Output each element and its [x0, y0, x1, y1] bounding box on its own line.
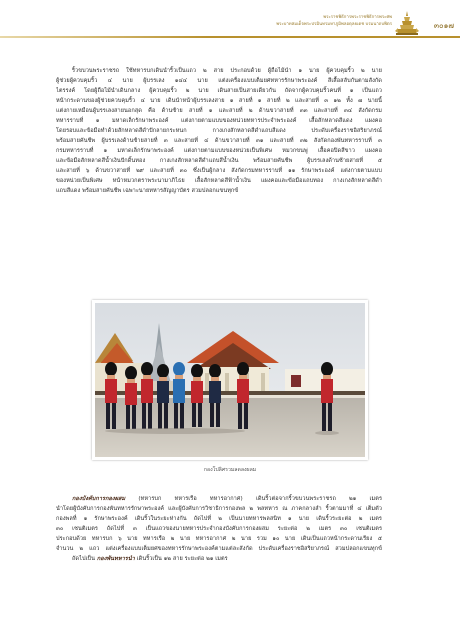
royal-emblem-icon: [394, 10, 420, 38]
paragraph-procession: [56, 66, 382, 196]
text-span: (ทหารบก ทหารเรือ ทหารอากาศ) เดินริ้วต่อจากริ้วขบวนพระราชรถ ๒๑ เมตร: [138, 496, 382, 502]
text-line: แต่งกายเหมือนผู้บรรเลงสายนอกสุด คือ ด้านซ้าย สายที่ ๑ และสายที่ ๒ ด้านขวาสายที่ ๓๓ และสายที่ ๓๔ สังกัดกรม: [56, 108, 382, 114]
text-line: ทหารราบที่ ๑ มหาดเล็กรักษาพระองค์ แต่งกายตามแบบของหน่วยทหารประจำพระองค์ เสื้อสักหลาดสีแดง แผงคอ: [56, 118, 382, 124]
text-line: กรมทหารราบที่ ๑ มหาดเล็กรักษาพระองค์ แต่งกายตามแบบของหน่วยเป็นพิเศษ หมวกขนพู่ เสื้อคอปิดสีขาว แผงคอ: [56, 148, 382, 154]
header-rule: [0, 36, 460, 38]
text-line: ไตรรงค์ โดยผู้ถือไม้นำเดินกลาง ผู้ควบคุมริ้ว ๒ นาย เดินสายเป็นสายเดียวกัน ถัดจากผู้ควบคุมริ้วคนที่ ๑ เป็นแถว: [56, 88, 382, 94]
text-line: ของหน่วยเป็นพิเศษ หน้าหมวกตราพระนามาภิไธย เสื้อสักหลาดสีฟ้าน้ำเงิน แผงคอและข้อมือแถบทอง กางเกงสักหลาดสีดำ: [56, 178, 382, 184]
text-line: กองพลที่ ๑ รักษาพระองค์ เดินริ้วในระยะห่างกัน ถัดไปที่ ๒ เป็นนายทหารพลสนิท ๑ นาย เดินริ้วระยะต่อ ๒ เมตร: [56, 516, 382, 522]
text-line: และข้อมือสักหลาดสีน้ำเงินปักดิ้นทอง กางเกงสักหลาดสีดำแถบสีน้ำเงิน พร้อมสายคันชีพ ผู้บรรเลงด้านซ้ายสายที่ ๕: [56, 158, 382, 164]
text-span: ถัดไปเป็น: [72, 556, 96, 562]
text-span: เดินริ้วเป็น ๑๒ สาย ระยะต่อ ๒๑ เมตร: [136, 556, 228, 562]
page-number: ๓๐๑๗: [433, 21, 454, 30]
header-title-line-2: พระบาทสมเด็จพระปรมินทรมหาภูมิพลอดุลยเดช บรมนาถบพิตร: [276, 22, 392, 27]
keyword-lead-battalion: กองพันทหารนำ: [96, 556, 135, 562]
paragraph-command-unit: [56, 494, 382, 564]
text-line: พร้อมสายคันชีพ ผู้บรรเลงด้านซ้ายสายที่ ๓ และสายที่ ๔ ด้านขวาสายที่ ๓๑ และสายที่ ๓๒ สังกัดกองพันทหารราบที่ ๓: [56, 138, 382, 144]
text-line: จำนวน ๒ แถว แต่งเครื่องแบบเต็มยศของทหารรักษาพระองค์ตามแต่ละสังกัด ประดับเครื่องราชอิสริยาภรณ์ สวมปลอกแขนทุกข์: [56, 546, 382, 552]
text-line: ๓๐ เซนติเมตร ถัดไปที่ ๓ เป็นแถวของนายทหารประจำกองบังคับการกองผสม ระยะต่อ ๒ เมตร ๓๐ เซนติเมตร: [56, 526, 382, 532]
text-line: [56, 494, 382, 504]
text-line: ประกอบด้วย ทหารบก ๖ นาย ทหารเรือ ๒ นาย ทหารอากาศ ๒ นาย รวม ๑๐ นาย เดินเป็นแถวหน้ากระดานเรียง ๕: [56, 536, 382, 542]
text-line: แถบสีแดง พร้อมสายคันชีพ เฉพาะนายทหารสัญญาบัตร สวมปลอกแขนทุกข์: [56, 188, 239, 194]
text-line: หน้ากระดานของผู้ช่วยควบคุมริ้ว ๔ นาย เดินนำหน้าผู้บรรเลงสาย ๑ สายที่ ๑ สายที่ ๒ และสายที่ ๓ ๑๒ ทั้ง ๗ นายนี้: [56, 98, 382, 104]
text-line: และสายที่ ๖ ด้านขวาสายที่ ๒๙ และสายที่ ๓๐ ซึ่งเป็นผู้กลาง สังกัดกรมทหารราบที่ ๑๑ รักษาพระองค์ แต่งกายตามแบบ: [56, 168, 382, 174]
text-line: ผู้ช่วยผู้ควบคุมริ้ว ๔ นาย ผู้บรรเลง ๑๔๔ นาย แต่งเครื่องแบบเต็มยศทหารรักษาพระองค์ สีเสื้อสลับกันตามสังกัด: [56, 78, 382, 84]
header-title: [276, 14, 392, 28]
text-line: นำโดยผู้บังคับการกองพันทหารรักษาพระองค์ และผู้บังคับการวิชาธิการกองพล ๒ พลทหาร ณ ภาคกลางลำ ริ้วตามมาที่ ๔ เต็มตัว: [56, 506, 382, 512]
text-line: ริ้วขบวนพระราชรถ ใช้ทหารบกเดินนำริ้วเป็นแถว ๒ สาย ประกอบด้วย ผู้ถือไม้นำ ๑ นาย ผู้ควบคุมริ้ว ๒ นาย: [72, 68, 382, 74]
ceremony-photo-image: [95, 303, 365, 457]
keyword-command-unit: กองบังคับการกองผสม: [72, 496, 126, 502]
text-line: [56, 554, 382, 564]
photo-caption: กองโปลิศรวมลดลงผลม: [203, 467, 257, 473]
header-title-line-1: พระราชพิธีการพระราชพิธีการพระศพ: [323, 15, 392, 20]
ceremony-photo: [92, 300, 368, 460]
page-header: [0, 12, 460, 38]
text-line: โดยรอบและข้อมือทำด้วยสักหลาดสีดำปักลายกระหนก กางเกงสักหลาดสีดำแถบสีแดง ประดับเครื่องราชอิสริยาภรณ์: [56, 128, 382, 134]
